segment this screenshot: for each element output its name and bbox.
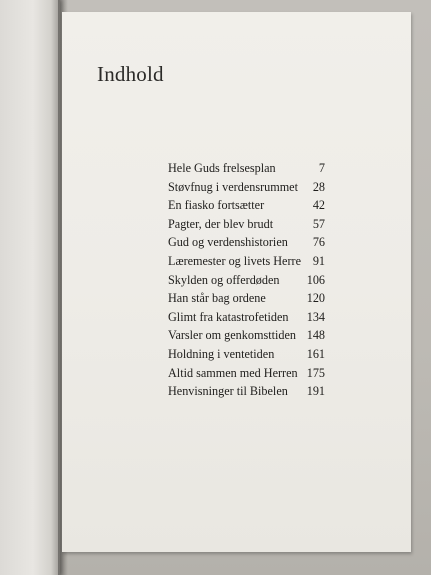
toc-entry-label: Læremester og livets Herre	[168, 253, 301, 268]
toc-entry-page: 134	[306, 309, 325, 324]
left-page	[0, 0, 60, 575]
toc-entry-page: 106	[306, 272, 325, 287]
toc-entry	[168, 180, 325, 199]
toc-entry-page: 91	[312, 253, 325, 268]
toc-entry	[168, 347, 325, 366]
toc-entry-label: Skylden og offerdøden	[168, 272, 280, 287]
toc-entry-page: 120	[306, 291, 325, 306]
toc-entry-label: En fiasko fortsætter	[168, 198, 265, 213]
toc-entry-page: 76	[312, 235, 325, 250]
toc-entry-label: Altid sammen med Herren	[168, 365, 298, 380]
toc-entry-label: Henvisninger til Bibelen	[168, 384, 288, 399]
toc-entry-page: 42	[312, 198, 325, 213]
toc-entry	[168, 161, 325, 180]
toc-entry	[168, 328, 325, 347]
toc-entry-page: 57	[312, 216, 325, 231]
page-title: Indhold	[97, 62, 164, 86]
toc-entry-label: Holdning i ventetiden	[168, 346, 275, 361]
toc-entry-label: Han står bag ordene	[168, 291, 266, 306]
toc-entry-page: 161	[306, 346, 325, 361]
toc-entry-label: Pagter, der blev brudt	[168, 216, 274, 231]
toc-entry	[168, 254, 325, 273]
toc-entry	[168, 217, 325, 236]
toc-entry	[168, 310, 325, 329]
toc-entry-label: Gud og verdenshistorien	[168, 235, 288, 250]
toc-entry-label: Varsler om genkomsttiden	[168, 328, 296, 343]
toc-entry	[168, 366, 325, 385]
toc-entry	[168, 384, 325, 403]
table-of-contents	[168, 161, 325, 403]
toc-entry-page: 175	[306, 365, 325, 380]
toc-entry	[168, 235, 325, 254]
toc-entry-label: Støvfnug i verdensrummet	[168, 179, 298, 194]
toc-entry-label: Hele Guds frelsesplan	[168, 161, 276, 175]
toc-entry	[168, 198, 325, 217]
toc-entry-page: 7	[318, 161, 325, 175]
right-page	[62, 12, 411, 552]
toc-entry	[168, 273, 325, 292]
toc-entry	[168, 291, 325, 310]
toc-entry-page: 191	[306, 384, 325, 399]
toc-entry-page: 148	[306, 328, 325, 343]
toc-entry-page: 28	[312, 179, 325, 194]
toc-entry-label: Glimt fra katastrofetiden	[168, 309, 289, 324]
